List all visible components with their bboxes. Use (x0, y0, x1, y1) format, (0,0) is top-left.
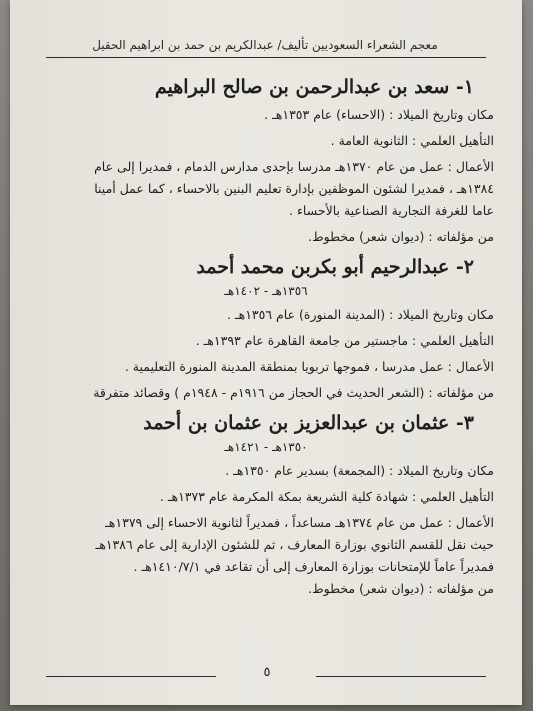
entry-line: عاما للغرفة التجارية الصناعية بالأحساء . (289, 203, 494, 218)
entry-line: فمديراً عاماً للإمتحانات بوزارة المعارف إلى أن تقاعد في ١٤١٠/٧/١هـ . (133, 559, 494, 574)
header-divider (46, 57, 486, 58)
entry-line: التأهيل العلمي : ماجستير من جامعة القاهرة عام ١٣٩٣هـ . (195, 333, 494, 348)
page-number: ٥ (263, 665, 271, 680)
entry-line: الأعمال : عمل من عام ١٣٧٤هـ مساعداً ، فمديراً لثانوية الاحساء إلى ١٣٧٩هـ (105, 515, 494, 530)
entry-dates: ١٣٥٦هـ - ١٤٠٢هـ (224, 284, 308, 298)
running-header: معجم الشعراء السعوديين تأليف/ عبدالكريم بن حمد بن ابراهيم الحقيل (92, 38, 438, 52)
entry-line: مكان وتاريخ الميلاد : (المجمعة) بسدير عام ١٣٥٠هـ . (225, 463, 494, 478)
entry-title: ٣- عثمان بن عبدالعزيز بن عثمان بن أحمد (143, 412, 474, 434)
entry-line: من مؤلفاته : (ديوان شعر) مخطوط. (308, 581, 494, 596)
footer-divider-left (46, 676, 216, 677)
entry-line: الأعمال : عمل مدرسا ، فموجها تربويا بمنطقة المدينة المنورة التعليمية . (124, 359, 494, 374)
entry-line: التأهيل العلمي : شهادة كلية الشريعة بمكة المكرمة عام ١٣٧٣هـ . (159, 489, 494, 504)
entry-line: من مؤلفاته : (ديوان شعر) مخطوط. (308, 229, 494, 244)
entry-title: ١- سعد بن عبدالرحمن بن صالح البراهيم (154, 76, 474, 98)
poet-entry (38, 256, 494, 404)
entry-line: حيث نقل للقسم الثانوي بوزارة المعارف ، ثم للشئون الإدارية إلى عام ١٣٨٦هـ (95, 537, 494, 552)
poet-entry (38, 76, 494, 248)
footer-divider-right (316, 676, 486, 677)
poet-entry (38, 412, 494, 600)
entry-line: ١٣٨٤هـ ، فمديرا لشئون الموظفين بإدارة تعليم البنين بالاحساء ، كما عمل أمينا (94, 181, 494, 196)
entry-line: مكان وتاريخ الميلاد : (المدينة المنورة) عام ١٣٥٦هـ . (227, 307, 494, 322)
entry-title: ٢- عبدالرحيم أبو بكربن محمد أحمد (196, 256, 474, 278)
entry-line: من مؤلفاته : (الشعر الحديث في الحجاز من ١٩١٦م - ١٩٤٨م ) وقصائد متفرقة (93, 385, 494, 400)
entry-dates: ١٣٥٠هـ - ١٤٢١هـ (224, 440, 308, 454)
entry-line: مكان وتاريخ الميلاد : (الاحساء) عام ١٣٥٣هـ . (264, 107, 494, 122)
entry-line: التأهيل العلمي : الثانوية العامة . (330, 133, 494, 148)
entry-line: الأعمال : عمل من عام ١٣٧٠هـ مدرسا بإحدى مدارس الدمام ، فمديرا إلى عام (94, 159, 494, 174)
page-content (38, 68, 494, 604)
book-page (10, 0, 522, 705)
